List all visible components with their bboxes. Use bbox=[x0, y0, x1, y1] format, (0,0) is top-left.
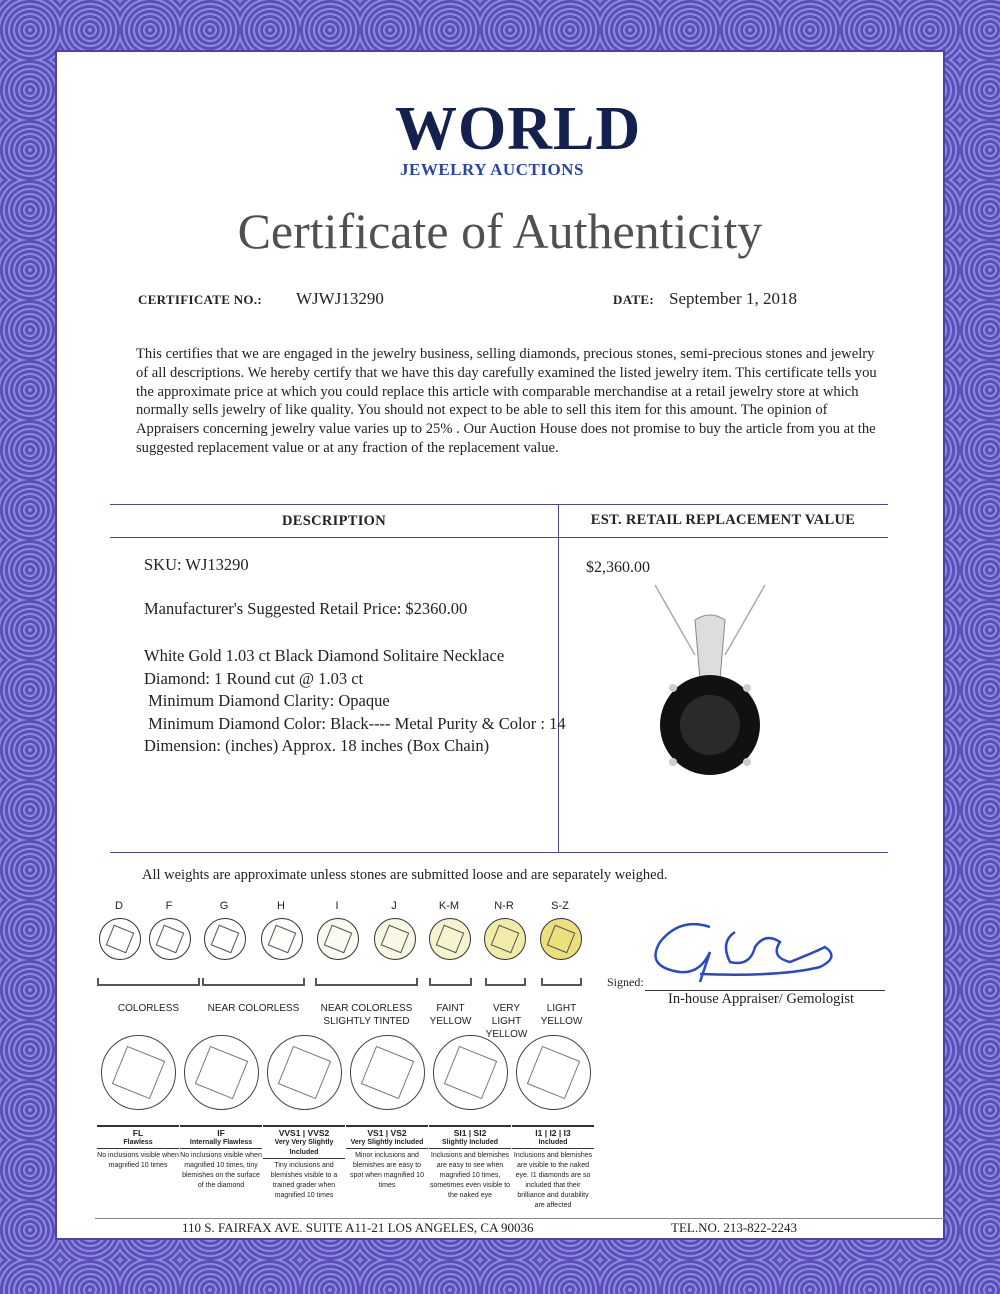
clarity-column bbox=[346, 1125, 428, 1191]
grade-label: H bbox=[277, 900, 285, 912]
clarity-column bbox=[97, 1125, 179, 1171]
grade-label: F bbox=[165, 900, 173, 912]
clarity-diamond-icon bbox=[516, 1035, 591, 1110]
group-label: VERY LIGHT YELLOW bbox=[485, 1003, 528, 1040]
diamond-icon bbox=[484, 918, 526, 960]
group-label: FAINT YELLOW bbox=[429, 1003, 472, 1027]
diamond-icon bbox=[149, 918, 191, 960]
detail-line: White Gold 1.03 ct Black Diamond Solitaire Necklace bbox=[144, 646, 505, 665]
certification-text: This certifies that we are engaged in the jewelry business, selling diamonds, precious stones, semi-precious stones and jewelry of all descriptions. We hereby certify that we have this day carefully examined the listed jewelry item. This certificate tells you the approximate price at which you could replace this article with comparable merchandise at a retail jewelry store at which normally sells jewelry of like quality. You should not expect to be able to sell this item for this amount. The opinion of Appraisers concerning jewelry value varies up to 25% . Our Auction House does not promise to buy the article from you at the suggested replacement value or at any fraction of the replacement value. bbox=[136, 346, 877, 456]
bracket bbox=[541, 978, 582, 986]
sku: SKU: WJ13290 bbox=[144, 555, 249, 574]
diamond-icon bbox=[540, 918, 582, 960]
diamond-icon bbox=[317, 918, 359, 960]
clarity-grade: I1 | I2 | I3 bbox=[512, 1125, 594, 1138]
bracket bbox=[429, 978, 472, 986]
divider bbox=[95, 1218, 945, 1219]
grade-label: D bbox=[115, 900, 123, 912]
grade-label: K-M bbox=[438, 900, 460, 912]
date-label: DATE: bbox=[613, 292, 654, 307]
divider bbox=[110, 537, 888, 538]
bracket bbox=[315, 978, 418, 986]
bracket bbox=[202, 978, 305, 986]
clarity-name: Included bbox=[512, 1138, 594, 1149]
appraiser-title: In-house Appraiser/ Gemologist bbox=[668, 991, 855, 1007]
grade-label: I bbox=[335, 900, 339, 912]
clarity-desc: Inclusions and blemishes are easy to see when magnified 10 times, sometimes even visible to the naked eye bbox=[429, 1152, 511, 1199]
signature bbox=[640, 912, 870, 987]
clarity-column bbox=[429, 1125, 511, 1201]
group-label: COLORLESS bbox=[117, 1003, 180, 1014]
item-details bbox=[144, 645, 566, 758]
bracket bbox=[97, 978, 200, 986]
bracket bbox=[485, 978, 526, 986]
clarity-diamond-icon bbox=[101, 1035, 176, 1110]
cert-no: WJWJ13290 bbox=[296, 289, 384, 308]
date: September 1, 2018 bbox=[669, 289, 797, 308]
replacement-value: $2,360.00 bbox=[586, 559, 650, 576]
clarity-name: Flawless bbox=[97, 1138, 179, 1149]
clarity-grade: VVS1 | VVS2 bbox=[263, 1125, 345, 1138]
detail-line: Minimum Diamond Clarity: Opaque bbox=[144, 691, 390, 710]
group-label: NEAR COLORLESS bbox=[207, 1003, 300, 1014]
clarity-desc: No inclusions visible when magnified 10 times bbox=[97, 1152, 179, 1169]
clarity-name: Slightly Included bbox=[429, 1138, 511, 1149]
clarity-diamond-icon bbox=[433, 1035, 508, 1110]
signed-label: Signed: bbox=[607, 975, 644, 989]
diamond-icon bbox=[374, 918, 416, 960]
group-label: LIGHT YELLOW bbox=[540, 1003, 583, 1027]
clarity-diamond-icon bbox=[350, 1035, 425, 1110]
logo-world: WORLD bbox=[395, 95, 642, 163]
msrp: Manufacturer's Suggested Retail Price: $2360.00 bbox=[144, 599, 468, 618]
clarity-name: Very Slightly Included bbox=[346, 1138, 428, 1149]
detail-line: Dimension: (inches) Approx. 18 inches (Box Chain) bbox=[144, 736, 490, 755]
divider bbox=[110, 852, 888, 853]
clarity-column bbox=[263, 1125, 345, 1201]
clarity-desc: Minor inclusions and blemishes are easy to spot when magnified 10 times bbox=[350, 1152, 424, 1189]
cert-no-label: CERTIFICATE NO.: bbox=[138, 292, 263, 307]
grade-label: G bbox=[219, 900, 229, 912]
clarity-diamond-icon bbox=[267, 1035, 342, 1110]
clarity-column bbox=[180, 1125, 262, 1191]
divider bbox=[110, 504, 888, 505]
clarity-grade: SI1 | SI2 bbox=[429, 1125, 511, 1138]
description-header: DESCRIPTION bbox=[281, 513, 386, 529]
group-label: NEAR COLORLESS SLIGHTLY TINTED bbox=[320, 1003, 413, 1027]
value-header: EST. RETAIL REPLACEMENT VALUE bbox=[590, 512, 856, 528]
weights-note: All weights are approximate unless stones are submitted loose and are separately weighed. bbox=[142, 867, 668, 883]
clarity-grade: FL bbox=[97, 1125, 179, 1138]
grade-label: N-R bbox=[494, 900, 514, 912]
clarity-name: Internally Flawless bbox=[180, 1138, 262, 1149]
clarity-diamond-icon bbox=[184, 1035, 259, 1110]
clarity-grade: IF bbox=[180, 1125, 262, 1138]
footer-address: 110 S. FAIRFAX AVE. SUITE A11-21 LOS ANGELES, CA 90036 bbox=[182, 1220, 534, 1235]
logo-subtitle: JEWELRY AUCTIONS bbox=[400, 160, 584, 179]
page-title: Certificate of Authenticity bbox=[237, 203, 763, 259]
clarity-desc: No inclusions visible when magnified 10 times, tiny blemishes on the surface of the diamond bbox=[180, 1152, 262, 1189]
clarity-desc: Inclusions and blemishes are visible to the naked eye. I1 diamonds are so included that their brilliance and durability are affected bbox=[513, 1152, 593, 1209]
clarity-desc: Tiny inclusions and blemishes visible to a trained grader when magnified 10 times bbox=[270, 1162, 338, 1199]
diamond-icon bbox=[99, 918, 141, 960]
diamond-icon bbox=[261, 918, 303, 960]
clarity-grade: VS1 | VS2 bbox=[346, 1125, 428, 1138]
clarity-column bbox=[512, 1125, 594, 1211]
grade-label: J bbox=[391, 900, 397, 912]
diamond-icon bbox=[204, 918, 246, 960]
clarity-name: Very Very Slightly Included bbox=[263, 1138, 345, 1159]
footer-tel: TEL.NO. 213-822-2243 bbox=[671, 1220, 798, 1235]
diamond-icon bbox=[429, 918, 471, 960]
pendant-image bbox=[640, 580, 780, 795]
grade-label: S-Z bbox=[551, 900, 569, 912]
detail-line: Minimum Diamond Color: Black---- Metal Purity & Color : 14 bbox=[144, 713, 566, 733]
detail-line: Diamond: 1 Round cut @ 1.03 ct bbox=[144, 668, 364, 688]
